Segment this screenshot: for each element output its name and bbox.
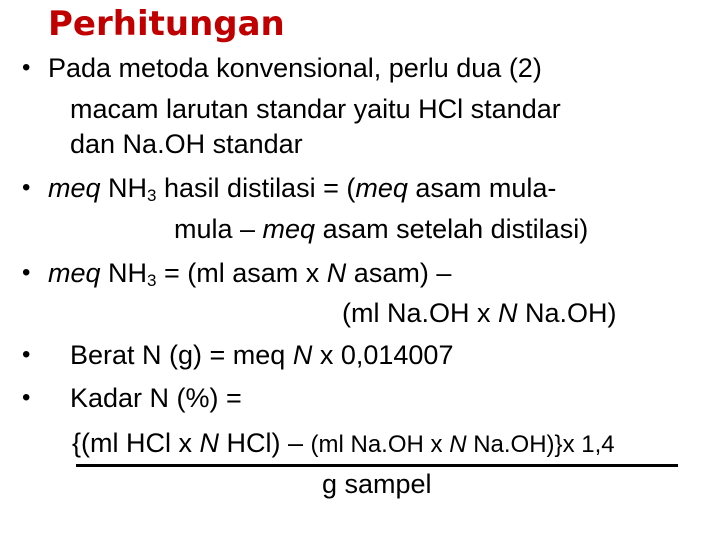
bullet-4-line-1 [70, 339, 453, 371]
text-segment: hasil distilasi = ( [156, 173, 356, 203]
text-segment: Berat N (g) = meq [70, 340, 293, 370]
text-segment: asam) – [346, 258, 452, 288]
normality-term: N [326, 258, 347, 288]
meq-term: meq [262, 214, 316, 244]
bullet-marker: • [22, 384, 31, 411]
bullet-marker: • [22, 259, 31, 286]
fraction-divider [76, 464, 678, 467]
nh-subscript: 3 [147, 271, 157, 290]
normality-term: N [292, 340, 313, 370]
normality-term: N [498, 298, 518, 328]
text-segment: Na.OH)} [466, 431, 563, 458]
text-segment: mula – [174, 214, 263, 244]
bullet-1-line-1: Pada metoda konvensional, perlu dua (2) [48, 53, 542, 83]
bullet-3-line-1 [48, 257, 451, 289]
text-segment: = (ml asam x [156, 258, 327, 288]
normality-term: N [449, 431, 467, 458]
text-segment: x 0,014007 [312, 340, 454, 370]
text-segment: asam setelah distilasi) [315, 214, 589, 244]
text-segment: {(ml HCl x [72, 428, 200, 458]
nh-subscript: 3 [147, 186, 157, 205]
meq-term: meq [48, 258, 101, 288]
bullet-5-line-1: Kadar N (%) = [70, 383, 242, 413]
bullet-3-line-2 [342, 297, 617, 329]
nh-term: NH [108, 173, 148, 203]
fraction-numerator [72, 427, 615, 461]
normality-term: N [199, 428, 219, 458]
text-segment: (ml Na.OH x [342, 298, 499, 328]
meq-term: meq [48, 173, 101, 203]
bullet-marker: • [22, 54, 31, 81]
slide-title: Perhitungan [48, 4, 285, 44]
text-segment: x 1,4 [562, 431, 615, 458]
text-segment: (ml Na.OH x [310, 431, 450, 458]
text-segment: asam mula- [407, 173, 557, 203]
bullet-1-line-3: dan Na.OH standar [70, 129, 303, 159]
bullet-2-line-1 [48, 172, 556, 204]
fraction-denominator: g sampel [322, 469, 432, 499]
meq-term: meq [355, 173, 408, 203]
text-segment: Na.OH) [517, 298, 617, 328]
text-segment: HCl) – [219, 428, 311, 458]
nh-term: NH [108, 258, 148, 288]
bullet-2-line-2 [174, 213, 588, 245]
bullet-1-line-2: macam larutan standar yaitu HCl standar [70, 94, 561, 124]
bullet-marker: • [22, 341, 31, 368]
bullet-marker: • [22, 174, 31, 201]
